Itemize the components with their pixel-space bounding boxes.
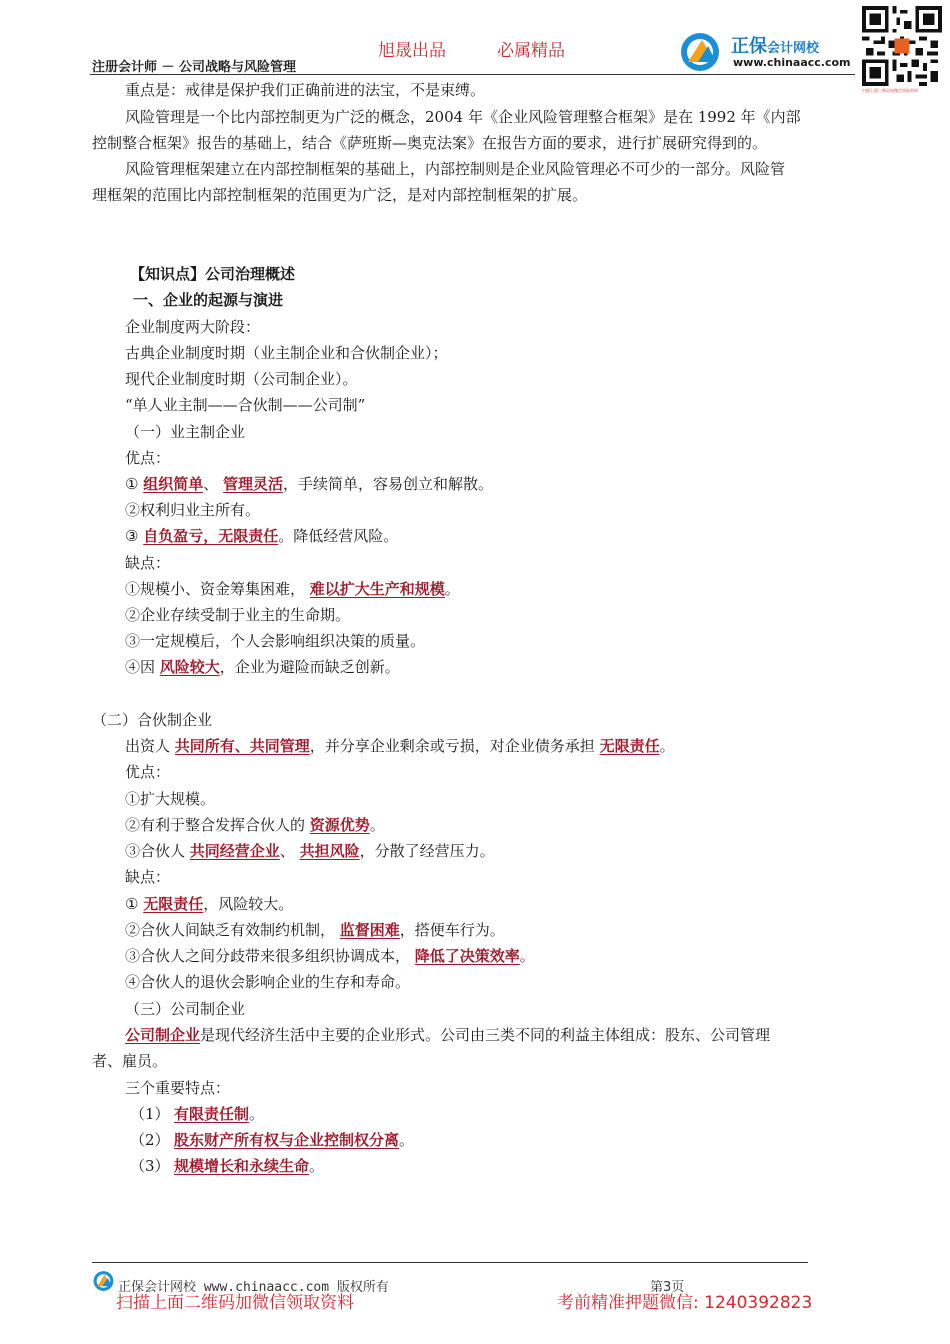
keyword: 管理灵活 xyxy=(223,475,284,493)
disadvantage-item-2: ②企业存续受制于业主的生命期。 xyxy=(125,606,351,624)
text-lead: ④因 xyxy=(125,658,160,676)
slogan-left: 旭晟出品 xyxy=(378,41,446,61)
keyword: 共同经营企业 xyxy=(189,842,280,860)
text-evolution-chain: “单人业主制——合伙制——公司制” xyxy=(125,396,366,414)
label-advantages-2: 优点： xyxy=(125,763,171,781)
partnership-advantage-2 xyxy=(125,812,385,838)
feature-item-3 xyxy=(130,1153,324,1179)
features-title: 三个重要特点： xyxy=(125,1079,231,1097)
keyword: 规模增长和永续生命 xyxy=(174,1157,310,1175)
text-rest: ，搭便车行为。 xyxy=(399,921,505,939)
subheading-sole-proprietorship: （一）业主制企业 xyxy=(125,423,246,441)
text-rest: ，风险较大。 xyxy=(203,895,294,913)
section-heading-origin: 一、企业的起源与演进 xyxy=(133,291,284,309)
wechat-qr-code-icon xyxy=(862,6,942,86)
text-rest: 。 xyxy=(399,1131,415,1149)
logo-name: 会计网校 xyxy=(767,41,820,56)
keyword: 股东财产所有权与企业控制权分离 xyxy=(174,1131,400,1149)
partnership-disadvantage-2 xyxy=(125,917,505,943)
page-number: 第3页 xyxy=(650,1280,685,1295)
text-separator: 、 xyxy=(203,475,224,493)
label-advantages: 优点： xyxy=(125,449,171,467)
logo-title xyxy=(731,32,819,58)
text-rest: 。 xyxy=(309,1157,325,1175)
subheading-partnership: （二）合伙制企业 xyxy=(92,711,213,729)
disadvantage-item-3: ③一定规模后，个人会影响组织决策的质量。 xyxy=(125,632,426,650)
text-rest: 。 xyxy=(659,737,675,755)
text-lead: 出资人 xyxy=(125,737,175,755)
promo-scan-qr: 扫描上面二维码加微信领取资料 xyxy=(116,1293,354,1313)
logo-emblem-icon xyxy=(678,32,724,72)
slogan-right: 必属精品 xyxy=(497,41,565,61)
text-two-stages: 企业制度两大阶段： xyxy=(125,318,261,336)
corporation-definition-line1 xyxy=(125,1022,770,1048)
chinaacc-logo xyxy=(678,32,858,72)
disadvantage-item-1 xyxy=(125,576,460,602)
text-middle: ，并分享企业剩余或亏损，对企业债务承担 xyxy=(309,737,600,755)
item-number: ③ xyxy=(125,527,144,545)
keyword: 无限责任 xyxy=(143,895,204,913)
corporation-definition-line2: 者、雇员。 xyxy=(92,1052,168,1070)
keyword: 公司制企业 xyxy=(125,1026,201,1044)
text-rest: ，手续简单，容易创立和解散。 xyxy=(283,475,494,493)
advantage-item-1 xyxy=(125,471,493,497)
header-divider xyxy=(90,74,855,75)
feature-item-1 xyxy=(130,1101,264,1127)
keyword: 监督困难 xyxy=(339,921,400,939)
subheading-corporation: （三）公司制企业 xyxy=(125,1000,246,1018)
logo-brand: 正保 xyxy=(731,36,767,57)
keyword: 共同所有、共同管理 xyxy=(174,737,310,755)
footer-divider xyxy=(92,1262,808,1263)
keyword: 有限责任制 xyxy=(174,1105,250,1123)
knowledge-point-title: 【知识点】公司治理概述 xyxy=(130,265,296,283)
text-modern-period: 现代企业制度时期（公司制企业）。 xyxy=(125,370,358,388)
paragraph-framework-line2: 理框架的范围比内部控制框架的范围更为广泛，是对内部控制框架的扩展。 xyxy=(92,186,588,204)
partnership-advantage-1: ①扩大规模。 xyxy=(125,790,216,808)
promo-wechat: 考前精准押题微信: 1240392823 xyxy=(557,1293,813,1313)
footer-logo-icon xyxy=(92,1270,116,1292)
label-disadvantages: 缺点： xyxy=(125,554,171,572)
paragraph-risk-management-line1: 风险管理是一个比内部控制更为广泛的概念，2004 年《企业风险管理整合框架》是在 1992 年《内部 xyxy=(125,108,801,126)
text-lead: ③合伙人 xyxy=(125,842,190,860)
keyword: 共担风险 xyxy=(299,842,360,860)
partnership-definition xyxy=(125,733,675,759)
qr-caption: 扫描上面二维码加微信领取资料 xyxy=(862,88,918,93)
text-rest: ，分散了经营压力。 xyxy=(359,842,495,860)
text-rest: 。 xyxy=(444,580,460,598)
partnership-disadvantage-3 xyxy=(125,943,535,969)
text-lead: ②合伙人间缺乏有效制约机制， xyxy=(125,921,340,939)
course-title: 注册会计师 － 公司战略与风险管理 xyxy=(92,60,297,75)
text-rest: 。 xyxy=(249,1105,265,1123)
label-disadvantages-2: 缺点： xyxy=(125,868,171,886)
keyword: 自负盈亏，无限责任 xyxy=(143,527,279,545)
advantage-item-2: ②权利归业主所有。 xyxy=(125,501,261,519)
paragraph-framework-line1: 风险管理框架建立在内部控制框架的基础上，内部控制则是企业风险管理必不可少的一部分。风险管 xyxy=(125,160,786,178)
text-classical-period: 古典企业制度时期（业主制企业和合伙制企业）； xyxy=(125,344,448,362)
partnership-disadvantage-4: ④合伙人的退伙会影响企业的生存和寿命。 xyxy=(125,973,411,991)
logo-url: www.chinaacc.com xyxy=(733,56,851,69)
item-number: ① xyxy=(125,475,144,493)
text-rest: 。 xyxy=(519,947,535,965)
paragraph-risk-management-line2: 控制整合框架》报告的基础上，结合《萨班斯—奥克法案》在报告方面的要求，进行扩展研究得到的。 xyxy=(92,134,768,152)
text-rest: 。降低经营风险。 xyxy=(278,527,399,545)
item-number: （1） xyxy=(130,1105,170,1123)
keyword: 无限责任 xyxy=(599,737,660,755)
keyword: 风险较大 xyxy=(159,658,220,676)
item-number: ① xyxy=(125,895,144,913)
text-lead: ③合伙人之间分歧带来很多组织协调成本， xyxy=(125,947,415,965)
partnership-advantage-3 xyxy=(125,838,495,864)
paragraph-discipline: 重点是：戒律是保护我们正确前进的法宝，不是束缚。 xyxy=(125,81,486,99)
text-lead: ②有利于整合发挥合伙人的 xyxy=(125,816,310,834)
text-rest: 。 xyxy=(369,816,385,834)
item-number: （3） xyxy=(130,1157,170,1175)
feature-item-2 xyxy=(130,1127,414,1153)
advantage-item-3 xyxy=(125,523,398,549)
keyword: 降低了决策效率 xyxy=(414,947,520,965)
keyword: 资源优势 xyxy=(309,816,370,834)
text-rest: ，企业为避险而缺乏创新。 xyxy=(219,658,400,676)
text-rest: 是现代经济生活中主要的企业形式。公司由三类不同的利益主体组成：股东、公司管理 xyxy=(200,1026,771,1044)
text-lead: ①规模小、资金筹集困难， xyxy=(125,580,310,598)
item-number: （2） xyxy=(130,1131,170,1149)
text-separator: 、 xyxy=(279,842,300,860)
keyword: 组织简单 xyxy=(143,475,204,493)
keyword: 难以扩大生产和规模 xyxy=(309,580,445,598)
footer-copyright: 正保会计网校 www.chinaacc.com 版权所有 xyxy=(118,1280,389,1295)
disadvantage-item-4 xyxy=(125,654,400,680)
partnership-disadvantage-1 xyxy=(125,891,293,917)
